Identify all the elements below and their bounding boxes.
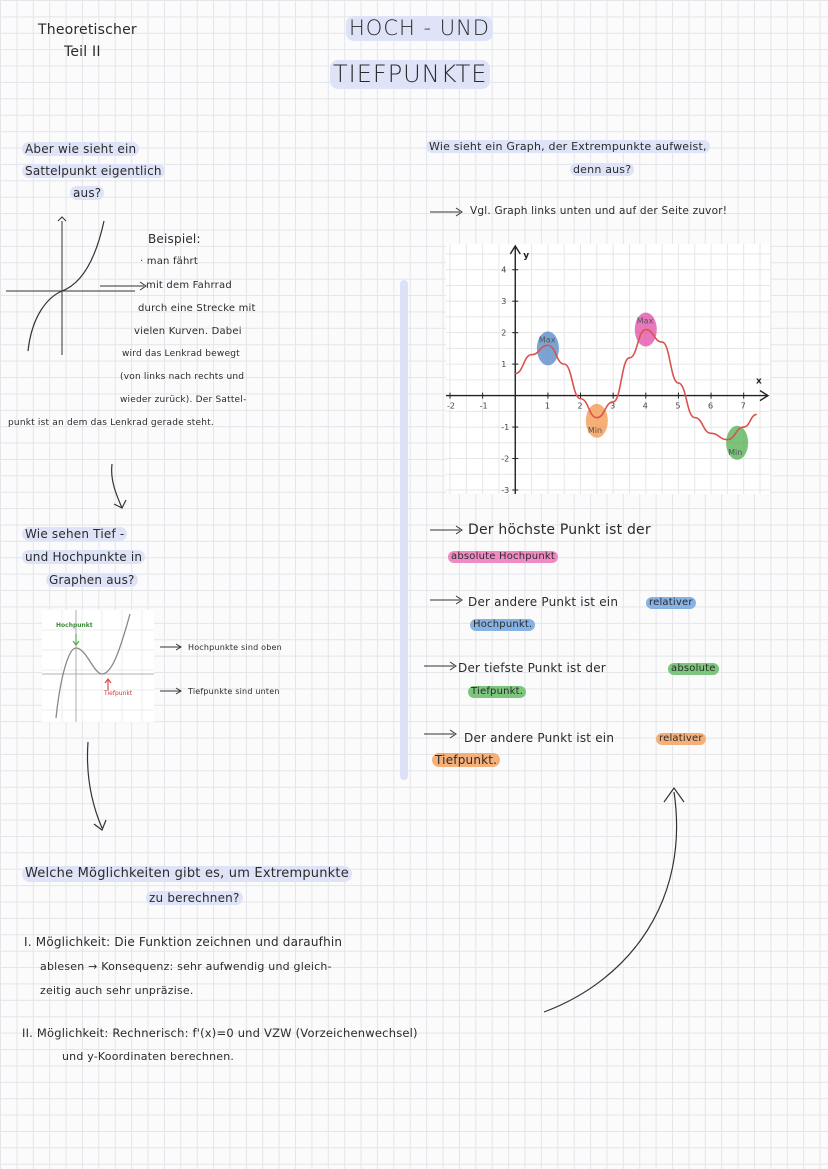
example-line: wird das Lenkrad bewegt (122, 349, 240, 359)
arrow-icon (430, 594, 466, 606)
example-line: wieder zurück). Der Sattel- (120, 395, 247, 405)
method-two-line1: II. Möglichkeit: Rechnerisch: f'(x)=0 und VZW (Vorzeichenwechsel) (22, 1026, 418, 1040)
highlight-absolute-max: absolute Hochpunkt (448, 551, 558, 563)
extremum-label: Max (538, 335, 556, 345)
highlight-absolute-min-2: Tiefpunkt. (468, 686, 526, 698)
question-saddle-line2: Sattelpunkt eigentlich (22, 164, 165, 178)
arrow-icon (430, 206, 466, 218)
x-tick-label: 7 (740, 401, 746, 411)
example-line: Beispiel: (148, 232, 201, 246)
point-text: Der andere Punkt ist ein (464, 731, 615, 745)
example-line: durch eine Strecke mit (138, 303, 256, 314)
x-tick-label: -2 (447, 401, 455, 411)
y-tick-label: 4 (501, 265, 507, 275)
page-title-line2: TIEFPUNKTE (330, 60, 490, 89)
tiefpunkt-label: Tiefpunkt (104, 690, 133, 697)
arrow-icon (424, 660, 460, 672)
question-calc-line2: zu berechnen? (146, 891, 243, 905)
extremum-label: Min (587, 425, 603, 435)
method-one-line2: ablesen → Konsequenz: sehr aufwendig und gleich- (40, 960, 332, 973)
x-tick-label: 3 (610, 401, 616, 411)
question-calc-line1: Welche Möglichkeiten gibt es, um Extrempunkte (22, 866, 352, 882)
extrema-chart (446, 244, 770, 494)
method-two-line2: und y-Koordinaten berechnen. (62, 1050, 235, 1063)
method-one-line3: zeitig auch sehr unpräzise. (40, 984, 194, 997)
question-extrema-line3: Graphen aus? (46, 573, 138, 587)
page-title-line1: HOCH - UND (346, 16, 493, 41)
question-saddle-line1: Aber wie sieht ein (22, 142, 139, 156)
x-tick-label: 1 (544, 401, 550, 411)
x-tick-label: 4 (642, 401, 648, 411)
y-tick-label: -3 (501, 486, 510, 495)
example-line: (von links nach rechts und (120, 372, 245, 382)
y-tick-label: 2 (501, 328, 507, 338)
section-label: Theoretischer (38, 22, 137, 38)
question-extrema-line1: Wie sehen Tief - (22, 527, 127, 541)
question-saddle-line3: aus? (70, 186, 104, 200)
hochpunkt-label: Hochpunkt (56, 622, 93, 629)
example-line: punkt ist an dem das Lenkrad gerade steht. (8, 418, 214, 428)
highlight-absolute-min: absolute (668, 663, 719, 675)
small-graph (42, 610, 154, 722)
example-line: vielen Kurven. Dabei (134, 326, 242, 337)
highlight-relative-min: relativer (656, 733, 706, 745)
question-graph-line2: denn aus? (570, 163, 634, 176)
y-tick-label: 1 (501, 360, 507, 370)
example-line: · man fährt (140, 256, 198, 267)
y-tick-label: -2 (501, 454, 510, 464)
section-label-part: Teil II (64, 44, 101, 60)
y-tick-label: 3 (501, 297, 507, 307)
highlight-relative-max: relativer (646, 597, 696, 609)
example-line: mit dem Fahrrad (146, 280, 232, 291)
point-text: Der höchste Punkt ist der (468, 522, 651, 538)
highlight-relative-max-2: Hochpunkt. (470, 619, 535, 631)
extremum-label: Max (636, 316, 654, 326)
arrow-icon (100, 280, 150, 292)
series-line (515, 330, 756, 440)
x-tick-label: 6 (708, 401, 714, 411)
down-arrow-icon (100, 462, 140, 512)
annotation-text: Hochpunkte sind oben (188, 643, 282, 652)
point-text: Der andere Punkt ist ein (468, 595, 619, 609)
annotation-text: Tiefpunkte sind unten (188, 687, 280, 696)
question-graph-line1: Wie sieht ein Graph, der Extrempunkte aufweist, (426, 140, 710, 153)
y-tick-label: -1 (501, 423, 510, 433)
arrow-icon (160, 686, 184, 696)
x-tick-label: 5 (675, 401, 681, 411)
question-extrema-line2: und Hochpunkte in (22, 550, 145, 564)
arrow-icon (430, 524, 466, 536)
down-arrow-icon (82, 740, 122, 835)
x-axis-label: x (756, 376, 762, 387)
curved-arrow-icon (540, 780, 690, 1020)
y-axis-label: y (523, 251, 530, 261)
method-one-line1: I. Möglichkeit: Die Funktion zeichnen und daraufhin (24, 935, 343, 949)
point-text: Der tiefste Punkt ist der (458, 661, 606, 675)
compare-note: Vgl. Graph links unten und auf der Seite zuvor! (470, 205, 728, 217)
x-tick-label: -1 (479, 401, 488, 411)
arrow-icon (160, 642, 184, 652)
x-tick-label: 2 (577, 401, 583, 411)
arrow-icon (424, 728, 460, 740)
extremum-label: Min (728, 447, 743, 457)
highlight-relative-min-2: Tiefpunkt. (432, 753, 500, 767)
column-divider (400, 280, 408, 780)
